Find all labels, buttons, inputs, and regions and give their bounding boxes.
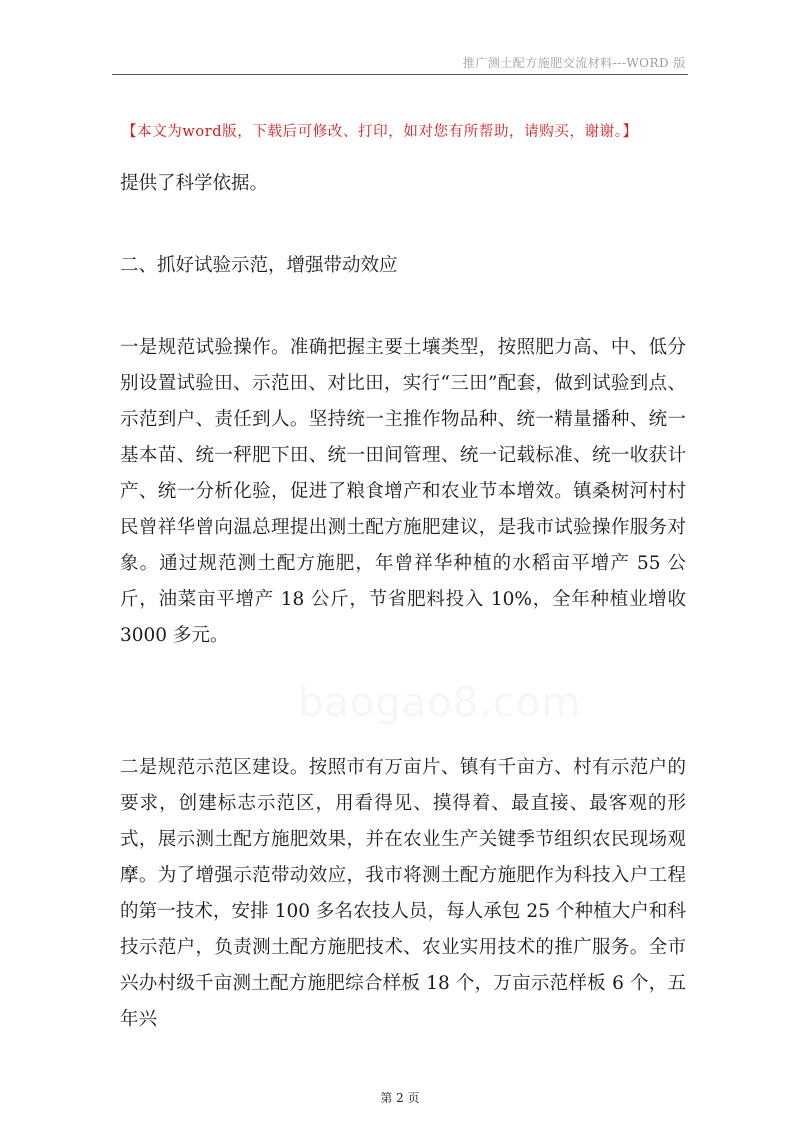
paragraph-test-operations: 一是规范试验操作。准确把握主要土壤类型，按照肥力高、中、低分别设置试验田、示范田、对比田，实行“三田”配套，做到试验到点、示范到户、责任到人。坚持统一主推作物品种、统一精量播种、统一基本苗、统一秤肥下田、统一田间管理、统一记载标准、统一收获计产、统一分析化验，促进了粮食增产和农业节本增效。镇桑树河村村民曾祥华曾向温总理提出测土配方施肥建议，是我市试验操作服务对象。通过规范测土配方施肥，年曾祥华种植的水稻亩平增产 55 公斤，油菜亩平增产 18 公斤，节省肥料投入 10%，全年种植业增收 3000 多元。	[120, 337, 686, 646]
page-header-title: 推广测土配方施肥交流材料---WORD 版	[462, 56, 686, 70]
watermark: baogao8.com	[298, 680, 582, 726]
section-heading: 二、抓好试验示范，增强带动效应	[120, 255, 398, 276]
purchase-notice: 【本文为word版，下载后可修改、打印，如对您有所帮助，请购买，谢谢。】	[122, 124, 638, 140]
header-divider	[112, 74, 688, 75]
paragraph-demo-zone: 二是规范示范区建设。按照市有万亩片、镇有千亩方、村有示范户的要求，创建标志示范区，用看得见、摸得着、最直接、最客观的形式，展示测土配方施肥效果，并在农业生产关键季节组织农民现场观摩。为了增强示范带动效应，我市将测土配方施肥作为科技入户工程的第一技术，安排 100 多名农技人员，每人承包 25 个种植大户和科技示范户，负责测土配方施肥技术、农业实用技术的推广服务。全市兴办村级千亩测土配方施肥综合样板 18 个，万亩示范样板 6 个，五年兴	[120, 757, 686, 1030]
page-number: 第 2 页	[380, 1091, 420, 1105]
continued-paragraph: 提供了科学依据。	[120, 173, 269, 194]
